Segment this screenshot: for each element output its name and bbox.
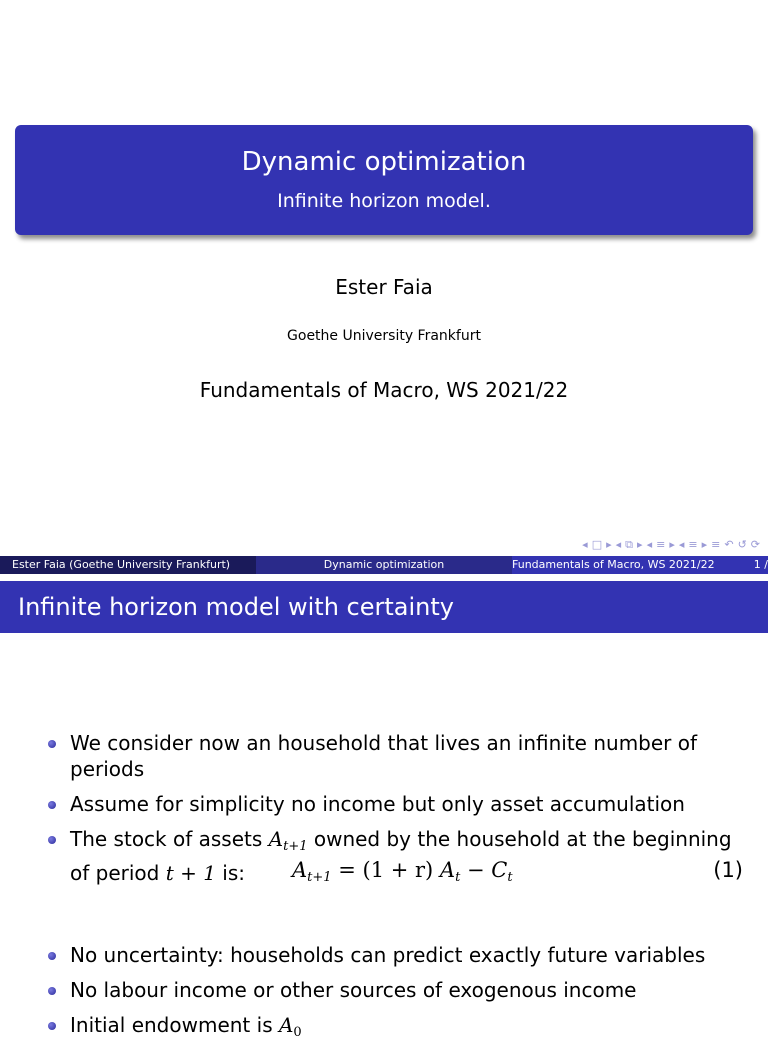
list-item <box>46 791 756 817</box>
bullet-text-pre: Initial endowment is <box>70 1013 279 1037</box>
author-name: Ester Faia <box>335 275 433 299</box>
footer-author: Ester Faia (Goethe University Frankfurt) <box>0 556 256 574</box>
equation-number: (1) <box>713 858 743 882</box>
math-var-endowment: A <box>278 1013 294 1037</box>
bullet-icon <box>48 987 56 995</box>
math-subscript: t+1 <box>283 839 308 854</box>
nav-back-icon[interactable]: ↶ <box>724 538 734 551</box>
frame-title: Infinite horizon model with certainty <box>0 581 768 633</box>
eq-minus: − <box>460 858 492 882</box>
nav-frame-icon[interactable]: □ <box>591 538 603 551</box>
nav-prev-doc-icon[interactable]: ◂ <box>678 538 685 551</box>
equation-body <box>292 858 513 885</box>
slide-subtitle: Infinite horizon model. <box>277 190 491 212</box>
nav-toc-icon[interactable]: ≡ <box>711 538 721 551</box>
nav-next-doc-icon[interactable]: ▸ <box>701 538 708 551</box>
list-item <box>46 977 756 1003</box>
bullet-text: No uncertainty: households can predict exactly future variables <box>70 943 706 967</box>
bullet-text: We consider now an household that lives an infinite number of periods <box>70 731 698 781</box>
nav-next-subsection-icon[interactable]: ▸ <box>637 538 643 551</box>
title-box <box>15 125 753 235</box>
course-date: Fundamentals of Macro, WS 2021/22 <box>199 378 569 402</box>
nav-next-frame-icon[interactable]: ▸ <box>606 538 612 551</box>
eq-lhs: A <box>292 858 308 882</box>
eq-rhs1-sub: t <box>455 870 461 885</box>
eq-lhs-sub: t+1 <box>307 870 332 885</box>
nav-next-section-icon[interactable]: ▸ <box>669 538 675 551</box>
bullet-icon <box>48 836 56 844</box>
nav-section-icon[interactable]: ≡ <box>656 538 666 551</box>
nav-prev-section-icon[interactable]: ◂ <box>646 538 653 551</box>
list-item <box>46 942 756 968</box>
eq-rhs1: A <box>439 858 456 882</box>
footer-title: Dynamic optimization <box>256 556 512 574</box>
nav-search-icon[interactable]: ↺ <box>737 538 747 551</box>
bullet-text: Assume for simplicity no income but only asset accumulation <box>70 792 685 816</box>
nav-prev-subsection-icon[interactable]: ◂ <box>615 538 622 551</box>
nav-subsection-icon[interactable]: ⧉ <box>625 538 634 551</box>
eq-rhs2: C <box>491 858 508 882</box>
slide-title: Dynamic optimization <box>241 147 527 177</box>
beamer-navigation[interactable] <box>582 538 760 552</box>
bullet-text-end: is: <box>215 861 246 885</box>
list-item <box>46 730 756 782</box>
footer-date: Fundamentals of Macro, WS 2021/22 <box>512 558 715 571</box>
list-item <box>46 1012 756 1046</box>
bullet-text-post: owned by the household at the beginning of period <box>70 827 732 885</box>
bullet-icon <box>48 1022 56 1030</box>
math-subscript: 0 <box>293 1025 302 1040</box>
footer-page-number: 1 / <box>753 558 768 571</box>
bullet-icon <box>48 801 56 809</box>
math-var-period: t + 1 <box>165 861 216 885</box>
eq-mid: = (1 + r) <box>331 858 440 882</box>
nav-doc-icon[interactable]: ≡ <box>688 538 698 551</box>
institute-name: Goethe University Frankfurt <box>287 328 481 344</box>
footer-right <box>512 556 768 574</box>
bullet-list <box>46 730 756 1055</box>
eq-rhs2-sub: t <box>507 870 513 885</box>
bullet-text-pre: The stock of assets <box>70 827 269 851</box>
bullet-icon <box>48 952 56 960</box>
bullet-icon <box>48 740 56 748</box>
bullet-text: No labour income or other sources of exogenous income <box>70 978 637 1002</box>
slide-footer <box>0 556 768 574</box>
math-var-assets: A <box>268 827 284 851</box>
nav-prev-frame-icon[interactable]: ◂ <box>582 538 588 551</box>
equation-asset-accumulation <box>0 858 768 888</box>
nav-forward-icon[interactable]: ⟳ <box>750 538 760 551</box>
